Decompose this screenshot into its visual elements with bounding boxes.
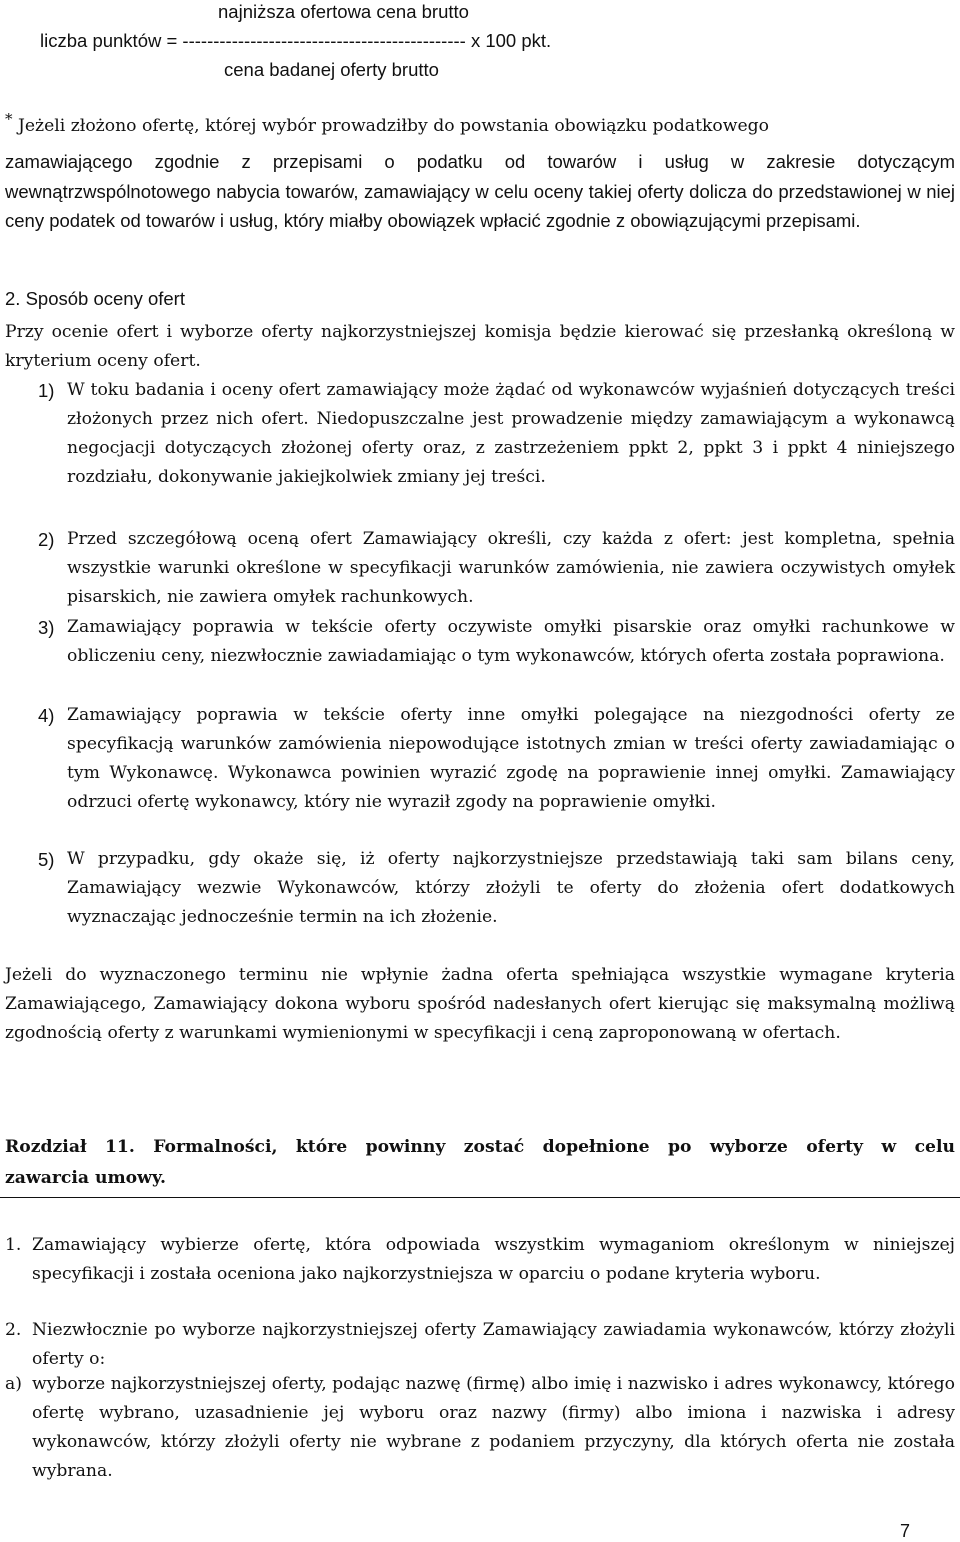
chapter-subitem bbox=[5, 1370, 955, 1486]
list-item bbox=[5, 845, 955, 932]
formula-score-line: liczba punktów = ---------------------------------------------- x 100 pkt. bbox=[40, 30, 552, 51]
chapter-item-number: 2. bbox=[5, 1320, 22, 1340]
closing-paragraph: Jeżeli do wyznaczonego terminu nie wpłynie żadna oferta spełniająca wszystkie wymagane kryteria Zamawiającego, Zamawiający dokona wyboru spośród nadesłanych ofert kierując się maksymalną możliwą zgodnością oferty z warunkami wymienionymi w specyfikacji i ceną zaproponowaną w ofertach. bbox=[5, 965, 955, 1043]
chapter-subitem-text: wyborze najkorzystniejszej oferty, podając nazwę (firmę) albo imię i nazwisko i adres wykonawcy, którego ofertę wybrano, uzasadnienie jej wyboru oraz nazwy (firmy) albo imiona i nazwiska i adresy wykonawców, którzy złożyli oferty nie wybrane z podaniem przyczyny, dla których oferta nie została wybrana. bbox=[32, 1374, 955, 1481]
section-intro: Przy ocenie ofert i wyborze oferty najkorzystniejszej komisja będzie kierować się przesłanką określoną w kryterium oceny ofert. bbox=[5, 322, 955, 371]
list-item-number: 5) bbox=[38, 849, 55, 870]
chapter-heading-line2: zawarcia umowy. bbox=[5, 1168, 166, 1188]
section-heading: 2. Sposób oceny ofert bbox=[5, 288, 185, 309]
chapter-item-text: Niezwłocznie po wyborze najkorzystniejszej oferty Zamawiający zawiadamia wykonawców, którzy złożyli oferty o: bbox=[32, 1320, 955, 1369]
formula-numerator: najniższa ofertowa cena brutto bbox=[218, 1, 469, 22]
footnote-asterisk: * bbox=[5, 110, 13, 128]
list-item-number: 2) bbox=[38, 529, 55, 550]
chapter-item-text: Zamawiający wybierze ofertę, która odpowiada wszystkim wymaganiom określonym w niniejszej specyfikacji i została oceniona jako najkorzystniejsza w oparciu o podane kryteria wyboru. bbox=[32, 1235, 955, 1284]
chapter-heading-line1: Rozdział 11. Formalności, które powinny zostać dopełnione po wyborze oferty w celu bbox=[5, 1137, 955, 1157]
footnote-line1: Jeżeli złożono ofertę, której wybór prowadziłby do powstania obowiązku podatkowego bbox=[12, 116, 769, 136]
list-item-text: Przed szczegółową oceną ofert Zamawiający określi, czy każda z ofert: jest kompletna, spełnia wszystkie warunki określone w specyfikacji warunków zamówienia, nie zawiera oczywistych omyłek pisarskich, nie zawiera omyłek rachunkowych. bbox=[67, 529, 955, 607]
chapter-item-number: 1. bbox=[5, 1235, 22, 1255]
list-item bbox=[5, 701, 955, 817]
list-item-text: W toku badania i oceny ofert zamawiający może żądać od wykonawców wyjaśnień dotyczących treści złożonych przez nich ofert. Niedopuszczalne jest prowadzenie między zamawiającym a wykonawcą negocjacji dotyczących złożonej oferty oraz, z zastrzeżeniem ppkt 2, ppkt 3 i ppkt 4 niniejszego rozdziału, dokonywanie jakiejkolwiek zmiany jej treści. bbox=[67, 380, 955, 487]
list-item-number: 3) bbox=[38, 617, 55, 638]
list-item-number: 1) bbox=[38, 380, 55, 401]
page-number: 7 bbox=[900, 1521, 911, 1541]
list-item-text: W przypadku, gdy okaże się, iż oferty najkorzystniejsze przedstawiają taki sam bilans ceny, Zamawiający wezwie Wykonawców, którzy złożyli te oferty do złożenia ofert dodatkowych wyznaczając jednocześnie termin na ich złożenie. bbox=[67, 849, 955, 927]
list-item bbox=[5, 613, 955, 671]
list-item-text: Zamawiający poprawia w tekście oferty inne omyłki polegające na niezgodności oferty ze specyfikacją warunków zamówienia niepowodujące istotnych zmian w treści oferty zawiadamiając o tym Wykonawcę. Wykonawca powinien wyrazić zgodę na poprawienie innej omyłki. Zamawiający odrzuci ofertę wykonawcy, który nie wyraził zgody na poprawienie omyłki. bbox=[67, 705, 955, 812]
chapter-subitem-letter: a) bbox=[5, 1374, 22, 1394]
formula-denominator: cena badanej oferty brutto bbox=[224, 59, 439, 80]
list-item-number: 4) bbox=[38, 705, 55, 726]
footnote-paragraph: zamawiającego zgodnie z przepisami o podatku od towarów i usług w zakresie dotyczącym wewnątrzwspólnotowego nabycia towarów, zamawiający w celu oceny takiej oferty dolicza do przedstawionej w niej ceny podatek od towarów i usług, który miałby obowiązek wpłacić zgodnie z obowiązującymi przepisami. bbox=[5, 151, 955, 231]
list-item bbox=[5, 376, 955, 492]
footnote-first-line bbox=[5, 110, 769, 136]
chapter-item bbox=[5, 1316, 955, 1374]
chapter-item bbox=[5, 1231, 955, 1289]
list-item bbox=[5, 525, 955, 612]
list-item-text: Zamawiający poprawia w tekście oferty oczywiste omyłki pisarskie oraz omyłki rachunkowe w obliczeniu ceny, niezwłocznie zawiadamiając o tym wykonawców, których oferta została poprawiona. bbox=[67, 617, 955, 666]
heading-underline bbox=[0, 1197, 960, 1198]
